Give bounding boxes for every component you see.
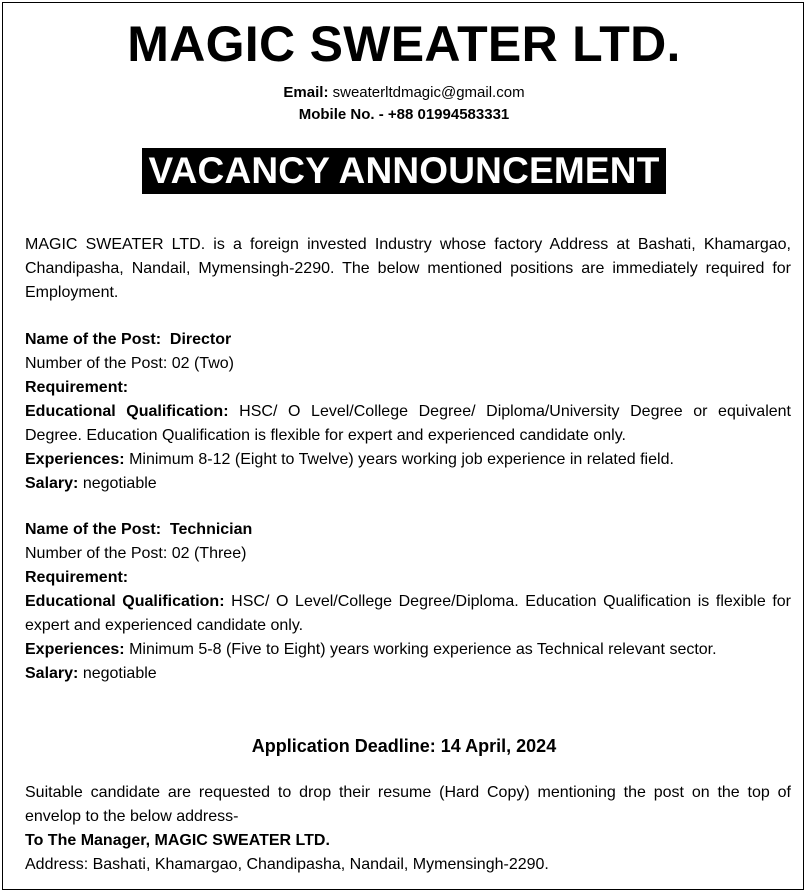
- experiences-label: Experiences:: [25, 641, 125, 658]
- post-name-line: [25, 328, 791, 352]
- requirement-heading: Requirement:: [25, 379, 129, 396]
- salary: [25, 472, 791, 496]
- education-text: HSC/ O Level/College Degree/ Diploma/University Degree or equivalent Degree. Education Qualification is flexible for expert and experienced candidate only.: [25, 403, 792, 444]
- education-label: Educational Qualification:: [25, 403, 229, 420]
- experiences: [25, 638, 791, 662]
- education-qualification: [25, 590, 791, 638]
- experiences-text: Minimum 5-8 (Five to Eight) years working experience as Technical relevant sector.: [129, 641, 717, 658]
- post-number: Number of the Post: 02 (Three): [25, 545, 247, 562]
- salary-value: negotiable: [82, 665, 157, 682]
- banner-wrapper: [0, 148, 808, 194]
- post-name-label: Name of the Post:: [25, 331, 162, 348]
- post-director: [25, 328, 791, 496]
- closing-section: [25, 781, 791, 877]
- mailing-address: Address: Bashati, Khamargao, Chandipasha, Nandail, Mymensingh-2290.: [25, 856, 549, 873]
- post-name-line: [25, 518, 791, 542]
- email-line: [0, 83, 808, 103]
- mobile-number: Mobile No. - +88 01994583331: [298, 106, 510, 123]
- requirement-heading: Requirement:: [25, 569, 129, 586]
- vacancy-banner: VACANCY ANNOUNCEMENT: [142, 148, 665, 194]
- company-name: MAGIC SWEATER LTD.: [127, 16, 681, 72]
- post-number: Number of the Post: 02 (Two): [25, 355, 234, 372]
- experiences-text: Minimum 8-12 (Eight to Twelve) years working job experience in related field.: [129, 451, 674, 468]
- application-deadline: Application Deadline: 14 April, 2024: [251, 736, 557, 756]
- education-qualification: [25, 400, 791, 448]
- post-name: Technician: [169, 521, 253, 538]
- education-label: Educational Qualification:: [25, 593, 225, 610]
- experiences-label: Experiences:: [25, 451, 125, 468]
- email-label: Email:: [283, 84, 329, 101]
- post-name-label: Name of the Post:: [25, 521, 162, 538]
- intro-paragraph: MAGIC SWEATER LTD. is a foreign invested Industry whose factory Address at Bashati, Khamargao, Chandipasha, Nandail, Mymensingh-2290. The below mentioned positions are immediately required for Employment.: [25, 236, 791, 301]
- salary: [25, 662, 791, 686]
- email-address: sweaterltdmagic@gmail.com: [332, 84, 525, 101]
- post-technician: [25, 518, 791, 686]
- closing-instruction: Suitable candidate are requested to drop their resume (Hard Copy) mentioning the post on the top of envelop to the below address-: [25, 784, 791, 825]
- salary-value: negotiable: [82, 475, 157, 492]
- salary-label: Salary:: [25, 665, 79, 682]
- recipient-line: To The Manager, MAGIC SWEATER LTD.: [25, 832, 330, 849]
- salary-label: Salary:: [25, 475, 79, 492]
- experiences: [25, 448, 791, 472]
- post-name: Director: [169, 331, 232, 348]
- education-text: HSC/ O Level/College Degree/Diploma. Education Qualification is flexible for expert and experienced candidate only.: [25, 593, 792, 634]
